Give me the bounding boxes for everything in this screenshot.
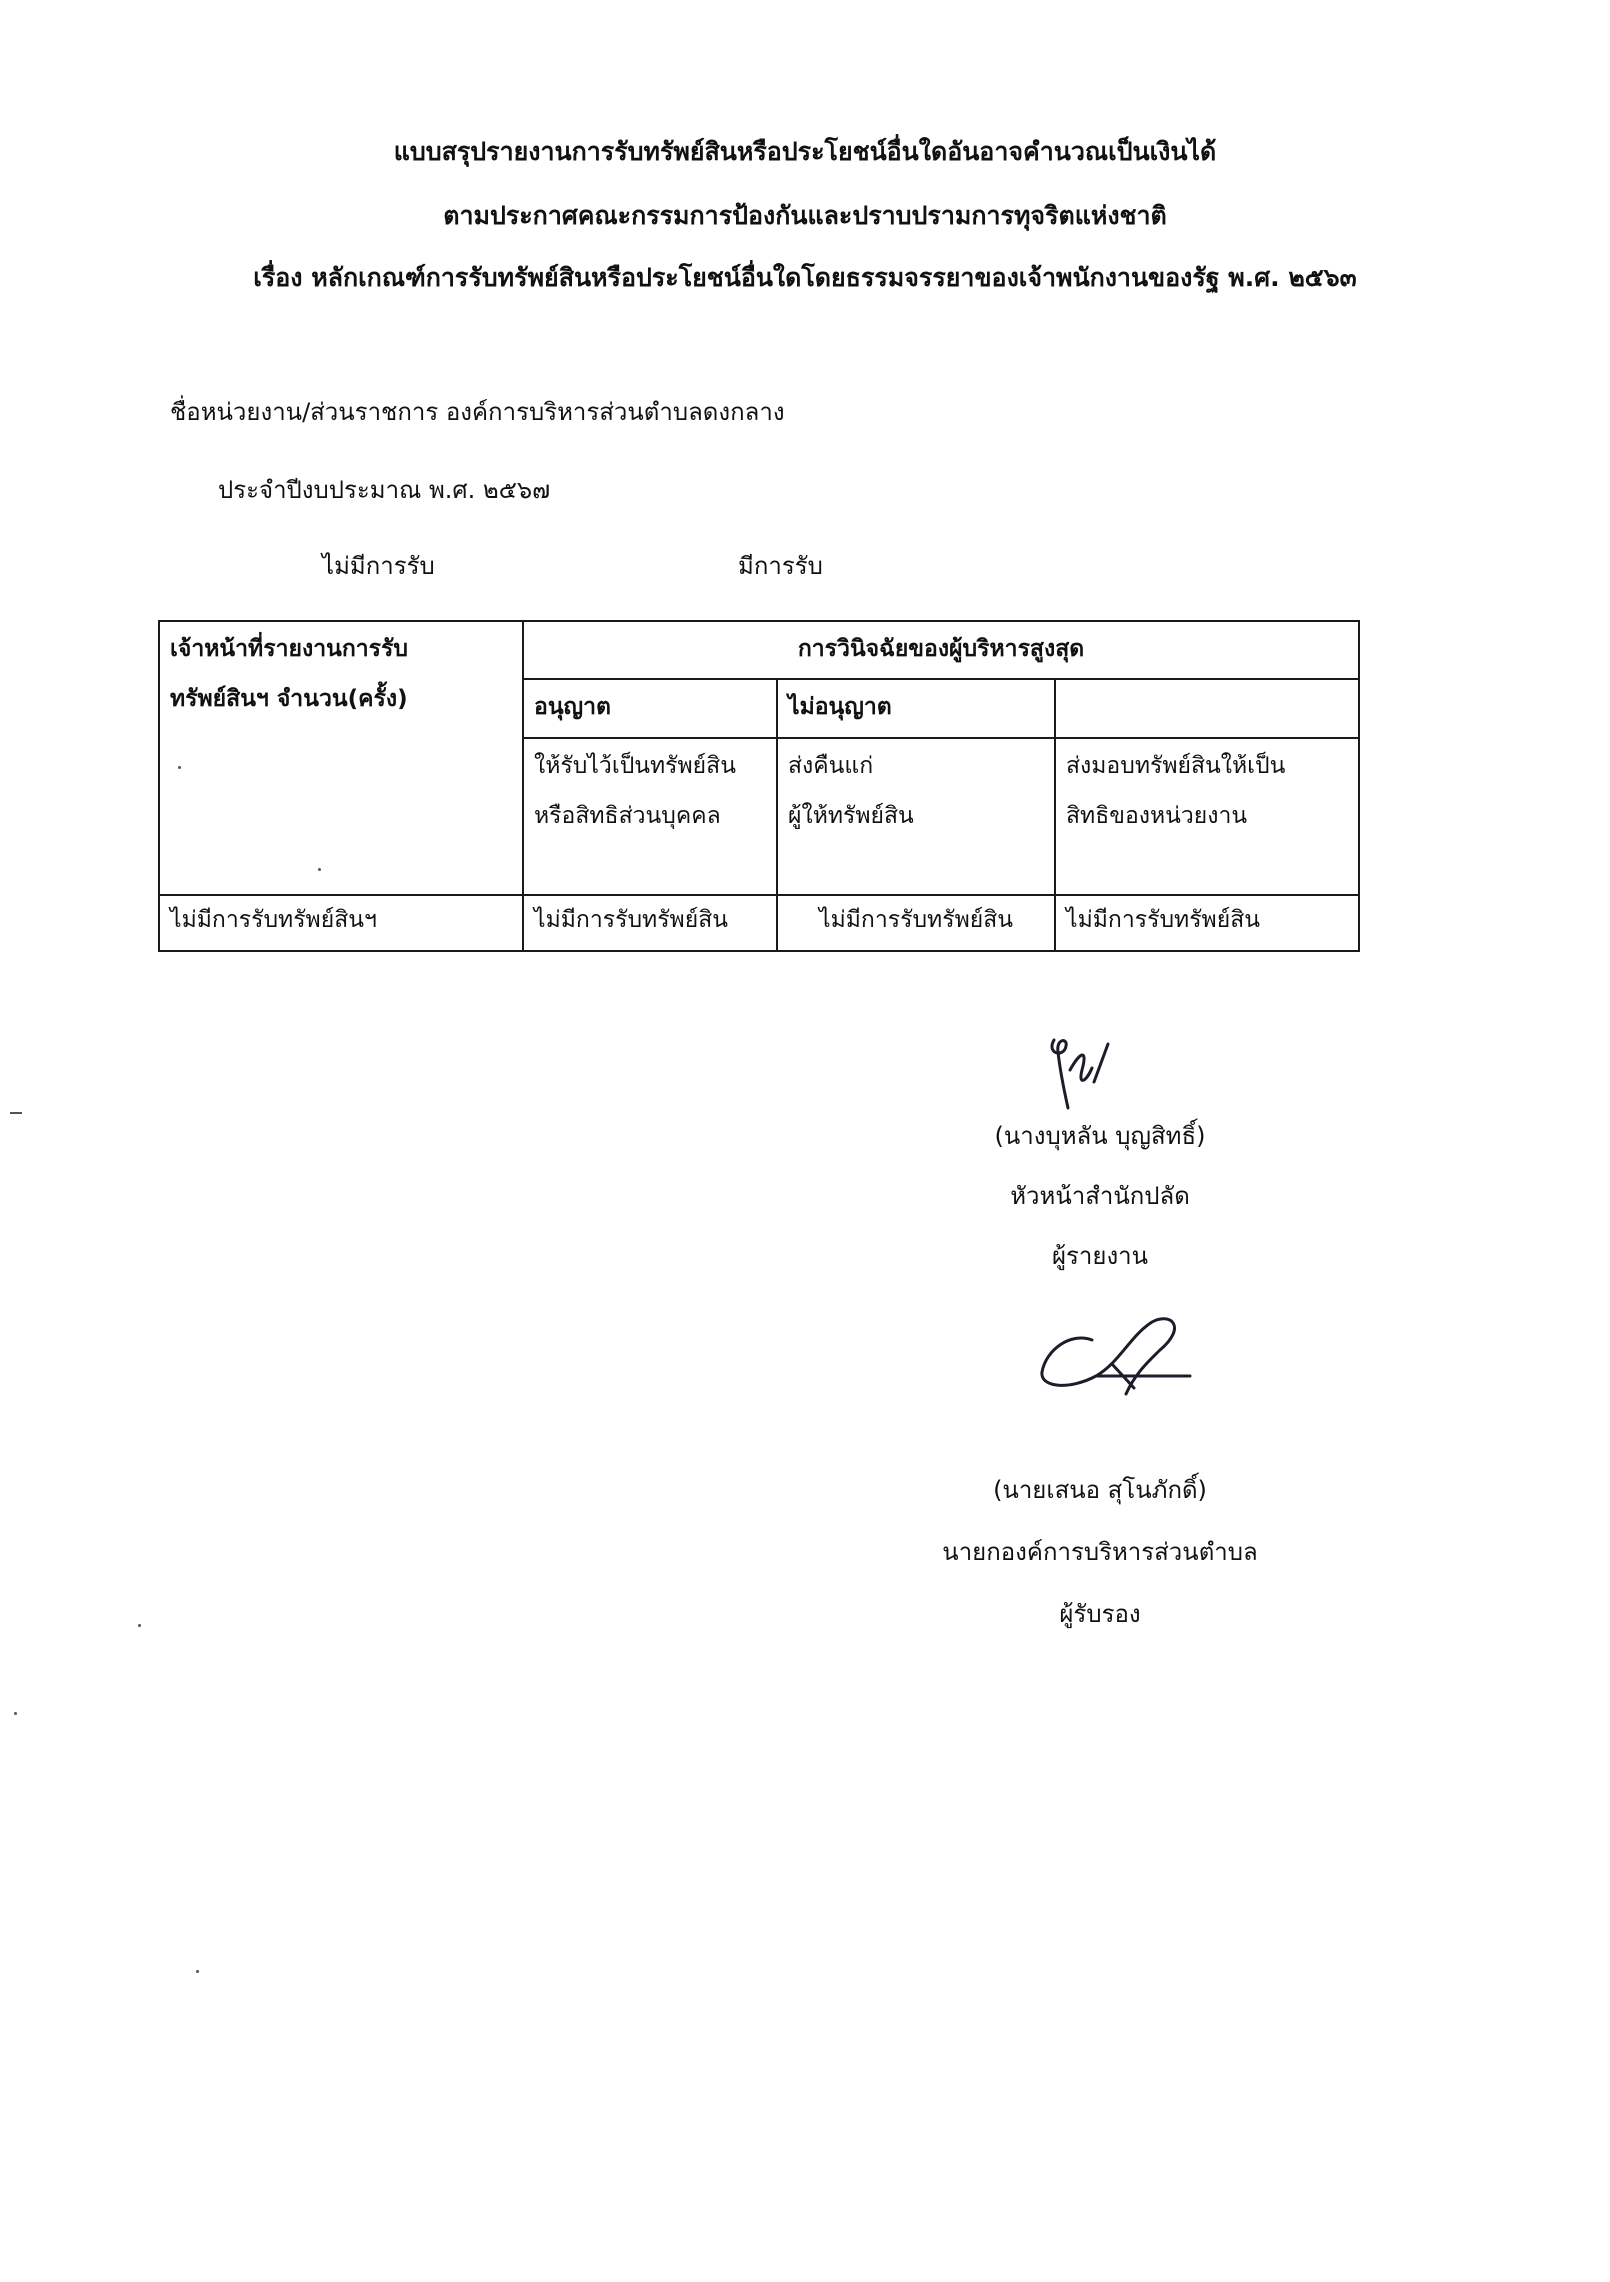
empty-header-cell xyxy=(1055,679,1359,737)
fiscal-year: ประจำปีงบประมาณ พ.ศ. ๒๕๖๗ xyxy=(218,476,551,504)
allow-header-cell: อนุญาต xyxy=(523,679,777,737)
scan-mark xyxy=(10,1112,22,1114)
certifier-signature xyxy=(1030,1310,1200,1410)
option-no-receipt: ไม่มีการรับ xyxy=(322,552,435,580)
reporter-role: ผู้รายงาน xyxy=(1051,1242,1149,1270)
reporter-name: (นางบุหลัน บุญสิทธิ์) xyxy=(994,1122,1206,1150)
report-table xyxy=(158,620,1360,952)
document-title: แบบสรุปรายงานการรับทรัพย์สินหรือประโยชน์อื่นใดอันอาจคำนวณเป็นเงินได้ xyxy=(393,137,1217,166)
return-value-cell: ไม่มีการรับทรัพย์สิน xyxy=(777,895,1055,951)
reporter-position: หัวหน้าสำนักปลัด xyxy=(1010,1182,1190,1210)
decision-header-cell: การวินิจฉัยของผู้บริหารสูงสุด xyxy=(523,621,1359,679)
scan-speck xyxy=(178,766,181,769)
agency-name: ชื่อหน่วยงาน/ส่วนราชการ องค์การบริหารส่วนตำบลดงกลาง xyxy=(170,398,785,426)
keep-option-line2: หรือสิทธิส่วนบุคคล xyxy=(534,802,721,829)
keep-value-cell: ไม่มีการรับทรัพย์สิน xyxy=(523,895,777,951)
handover-option-cell xyxy=(1055,738,1359,895)
table-row xyxy=(159,895,1359,951)
keep-option-line1: ให้รับไว้เป็นทรัพย์สิน xyxy=(534,752,736,779)
handover-option-line1: ส่งมอบทรัพย์สินให้เป็น xyxy=(1066,752,1286,779)
document-subject: เรื่อง หลักเกณฑ์การรับทรัพย์สินหรือประโยชน์อื่นใดโดยธรรมจรรยาของเจ้าพนักงานของรัฐ พ.ศ. ๒๕๖๓ xyxy=(253,263,1357,292)
option-has-receipt: มีการรับ xyxy=(738,552,823,580)
scan-speck xyxy=(138,1624,141,1627)
officer-header-line2: ทรัพย์สินฯ จำนวน(ครั้ง) xyxy=(170,686,408,712)
officer-count-cell: ไม่มีการรับทรัพย์สินฯ xyxy=(159,895,523,951)
scan-speck xyxy=(318,868,321,871)
return-option-line2: ผู้ให้ทรัพย์สิน xyxy=(788,802,914,829)
document-subtitle: ตามประกาศคณะกรรมการป้องกันและปราบปรามการทุจริตแห่งชาติ xyxy=(443,201,1167,230)
return-option-line1: ส่งคืนแก่ xyxy=(788,752,874,779)
certifier-position: นายกองค์การบริหารส่วนตำบล xyxy=(942,1538,1258,1566)
scan-speck xyxy=(196,1970,199,1973)
handover-value-cell: ไม่มีการรับทรัพย์สิน xyxy=(1055,895,1359,951)
disallow-header-cell: ไม่อนุญาต xyxy=(777,679,1055,737)
scan-speck xyxy=(14,1712,17,1715)
officer-header-cell xyxy=(159,621,523,895)
keep-option-cell xyxy=(523,738,777,895)
reporter-signature xyxy=(1040,1030,1130,1120)
handover-option-line2: สิทธิของหน่วยงาน xyxy=(1066,802,1248,829)
certifier-role: ผู้รับรอง xyxy=(1059,1600,1141,1628)
return-option-cell xyxy=(777,738,1055,895)
officer-header-line1: เจ้าหน้าที่รายงานการรับ xyxy=(170,636,408,662)
certifier-name: (นายเสนอ สุโนภักดิ์) xyxy=(993,1476,1207,1504)
